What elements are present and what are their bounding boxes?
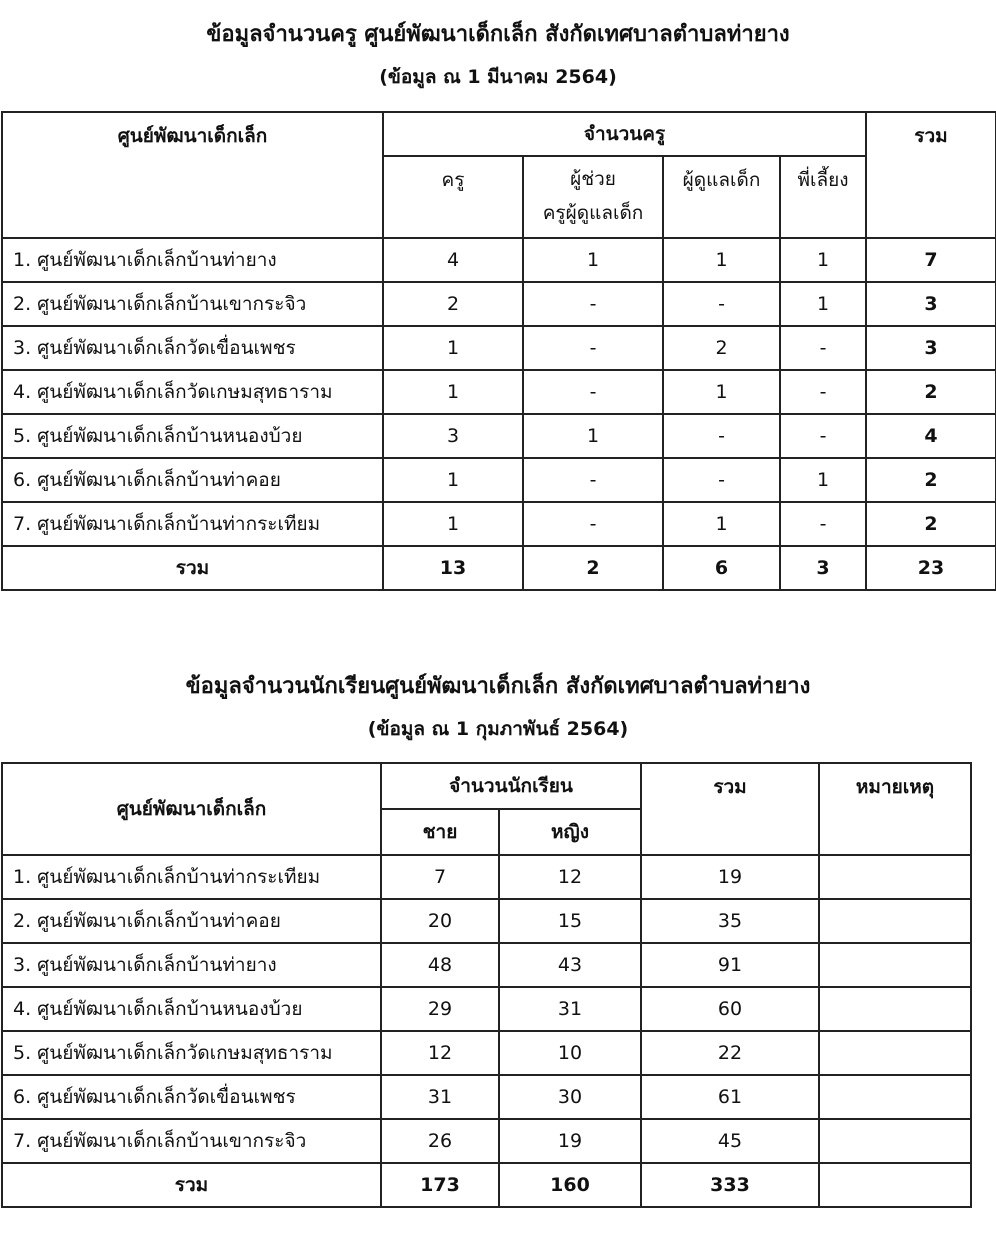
teachers-cell-name: 1. ศูนย์พัฒนาเด็กเล็กบ้านท่ายาง	[2, 238, 383, 282]
students-total-total: 333	[641, 1163, 819, 1207]
teachers-cell-name: 7. ศูนย์พัฒนาเด็กเล็กบ้านท่ากระเทียม	[2, 502, 383, 546]
teachers-subtitle: (ข้อมูล ณ 1 มีนาคม 2564)	[379, 66, 617, 88]
teachers-cell-assistant: -	[523, 282, 663, 326]
students-cell-remark	[819, 987, 971, 1031]
students-cell-name: 3. ศูนย์พัฒนาเด็กเล็กบ้านท่ายาง	[2, 943, 381, 987]
students-row	[2, 943, 971, 987]
teachers-total-nanny: 3	[780, 546, 866, 590]
teachers-row	[2, 238, 996, 282]
teachers-cell-nanny: -	[780, 370, 866, 414]
teachers-cell-total: 3	[866, 282, 996, 326]
teachers-row	[2, 282, 996, 326]
teachers-cell-caretaker: -	[663, 414, 780, 458]
teachers-cell-name: 3. ศูนย์พัฒนาเด็กเล็กวัดเขื่อนเพชร	[2, 326, 383, 370]
teachers-cell-teacher: 1	[383, 502, 523, 546]
teachers-header-total: รวม	[866, 112, 996, 238]
teachers-cell-caretaker: 1	[663, 502, 780, 546]
teachers-header-caretaker: ผู้ดูแลเด็ก	[663, 156, 780, 238]
teachers-header-group: จำนวนครู	[383, 112, 866, 156]
students-cell-remark	[819, 855, 971, 899]
students-cell-female: 31	[499, 987, 641, 1031]
teachers-cell-assistant: -	[523, 326, 663, 370]
teachers-header-assistant	[523, 156, 663, 238]
students-cell-female: 10	[499, 1031, 641, 1075]
teachers-cell-total: 2	[866, 370, 996, 414]
students-cell-male: 29	[381, 987, 499, 1031]
students-cell-male: 48	[381, 943, 499, 987]
teachers-header-center: ศูนย์พัฒนาเด็กเล็ก	[2, 112, 383, 238]
teachers-cell-name: 5. ศูนย์พัฒนาเด็กเล็กบ้านหนองบ้วย	[2, 414, 383, 458]
teachers-cell-caretaker: 2	[663, 326, 780, 370]
teachers-cell-teacher: 1	[383, 326, 523, 370]
students-cell-total: 45	[641, 1119, 819, 1163]
teachers-total-label: รวม	[2, 546, 383, 590]
students-row	[2, 1031, 971, 1075]
teachers-total-caretaker: 6	[663, 546, 780, 590]
teachers-cell-teacher: 1	[383, 458, 523, 502]
students-title: ข้อมูลจำนวนนักเรียนศูนย์พัฒนาเด็กเล็ก สังกัดเทศบาลตำบลท่ายาง	[185, 674, 811, 699]
students-header-total: รวม	[641, 763, 819, 855]
students-cell-name: 6. ศูนย์พัฒนาเด็กเล็กวัดเขื่อนเพชร	[2, 1075, 381, 1119]
teachers-cell-caretaker: 1	[663, 238, 780, 282]
students-table	[1, 762, 972, 1208]
teachers-cell-nanny: -	[780, 414, 866, 458]
students-cell-male: 12	[381, 1031, 499, 1075]
students-row	[2, 899, 971, 943]
teachers-row	[2, 326, 996, 370]
teachers-cell-assistant: -	[523, 370, 663, 414]
teachers-title: ข้อมูลจำนวนครู ศูนย์พัฒนาเด็กเล็ก สังกัดเทศบาลตำบลท่ายาง	[206, 22, 790, 47]
students-header-group: จำนวนนักเรียน	[381, 763, 641, 809]
teachers-table	[1, 111, 996, 591]
students-cell-name: 1. ศูนย์พัฒนาเด็กเล็กบ้านท่ากระเทียม	[2, 855, 381, 899]
teachers-cell-name: 6. ศูนย์พัฒนาเด็กเล็กบ้านท่าคอย	[2, 458, 383, 502]
students-header-male: ชาย	[381, 809, 499, 855]
students-cell-total: 91	[641, 943, 819, 987]
teachers-row	[2, 370, 996, 414]
teachers-cell-teacher: 2	[383, 282, 523, 326]
teachers-cell-total: 4	[866, 414, 996, 458]
teachers-cell-assistant: -	[523, 458, 663, 502]
teachers-cell-nanny: 1	[780, 238, 866, 282]
teachers-cell-caretaker: 1	[663, 370, 780, 414]
teachers-total-total: 23	[866, 546, 996, 590]
students-cell-male: 7	[381, 855, 499, 899]
teachers-header-nanny: พี่เลี้ยง	[780, 156, 866, 238]
students-total-remark	[819, 1163, 971, 1207]
students-row	[2, 855, 971, 899]
students-cell-remark	[819, 1075, 971, 1119]
students-row	[2, 1119, 971, 1163]
students-cell-male: 31	[381, 1075, 499, 1119]
teachers-cell-teacher: 4	[383, 238, 523, 282]
teachers-cell-total: 2	[866, 458, 996, 502]
students-row	[2, 1075, 971, 1119]
teachers-cell-name: 2. ศูนย์พัฒนาเด็กเล็กบ้านเขากระจิว	[2, 282, 383, 326]
students-total-male: 173	[381, 1163, 499, 1207]
teachers-header-teacher: ครู	[383, 156, 523, 238]
teachers-cell-name: 4. ศูนย์พัฒนาเด็กเล็กวัดเกษมสุทธาราม	[2, 370, 383, 414]
students-header-remark: หมายเหตุ	[819, 763, 971, 855]
teachers-cell-assistant: 1	[523, 238, 663, 282]
teachers-total-teacher: 13	[383, 546, 523, 590]
students-total-female: 160	[499, 1163, 641, 1207]
students-cell-female: 19	[499, 1119, 641, 1163]
teachers-header-assistant-line2: ครูผู้ดูแลเด็ก	[542, 202, 644, 224]
students-cell-name: 7. ศูนย์พัฒนาเด็กเล็กบ้านเขากระจิว	[2, 1119, 381, 1163]
students-cell-remark	[819, 899, 971, 943]
students-cell-male: 26	[381, 1119, 499, 1163]
students-cell-remark	[819, 1031, 971, 1075]
teachers-cell-nanny: 1	[780, 282, 866, 326]
students-cell-name: 2. ศูนย์พัฒนาเด็กเล็กบ้านท่าคอย	[2, 899, 381, 943]
teachers-cell-assistant: 1	[523, 414, 663, 458]
teachers-cell-teacher: 3	[383, 414, 523, 458]
teachers-row	[2, 502, 996, 546]
students-cell-remark	[819, 943, 971, 987]
students-cell-female: 12	[499, 855, 641, 899]
teachers-cell-total: 2	[866, 502, 996, 546]
teachers-cell-nanny: -	[780, 502, 866, 546]
students-cell-total: 22	[641, 1031, 819, 1075]
teachers-total-row	[2, 546, 996, 590]
students-header-female: หญิง	[499, 809, 641, 855]
students-cell-name: 5. ศูนย์พัฒนาเด็กเล็กวัดเกษมสุทธาราม	[2, 1031, 381, 1075]
teachers-cell-caretaker: -	[663, 282, 780, 326]
students-cell-male: 20	[381, 899, 499, 943]
students-cell-name: 4. ศูนย์พัฒนาเด็กเล็กบ้านหนองบ้วย	[2, 987, 381, 1031]
students-cell-total: 61	[641, 1075, 819, 1119]
students-cell-total: 60	[641, 987, 819, 1031]
students-row	[2, 987, 971, 1031]
teachers-total-assistant: 2	[523, 546, 663, 590]
teachers-cell-nanny: -	[780, 326, 866, 370]
students-cell-total: 35	[641, 899, 819, 943]
teachers-cell-nanny: 1	[780, 458, 866, 502]
students-cell-remark	[819, 1119, 971, 1163]
students-cell-total: 19	[641, 855, 819, 899]
teachers-row	[2, 414, 996, 458]
students-header-center: ศูนย์พัฒนาเด็กเล็ก	[2, 763, 381, 855]
students-total-row	[2, 1163, 971, 1207]
teachers-cell-total: 7	[866, 238, 996, 282]
teachers-cell-assistant: -	[523, 502, 663, 546]
students-cell-female: 15	[499, 899, 641, 943]
students-subtitle: (ข้อมูล ณ 1 กุมภาพันธ์ 2564)	[367, 718, 629, 740]
teachers-row	[2, 458, 996, 502]
teachers-cell-caretaker: -	[663, 458, 780, 502]
teachers-header-assistant-line1: ผู้ช่วย	[570, 168, 616, 190]
students-total-label: รวม	[2, 1163, 381, 1207]
teachers-cell-teacher: 1	[383, 370, 523, 414]
students-cell-female: 30	[499, 1075, 641, 1119]
students-cell-female: 43	[499, 943, 641, 987]
teachers-cell-total: 3	[866, 326, 996, 370]
